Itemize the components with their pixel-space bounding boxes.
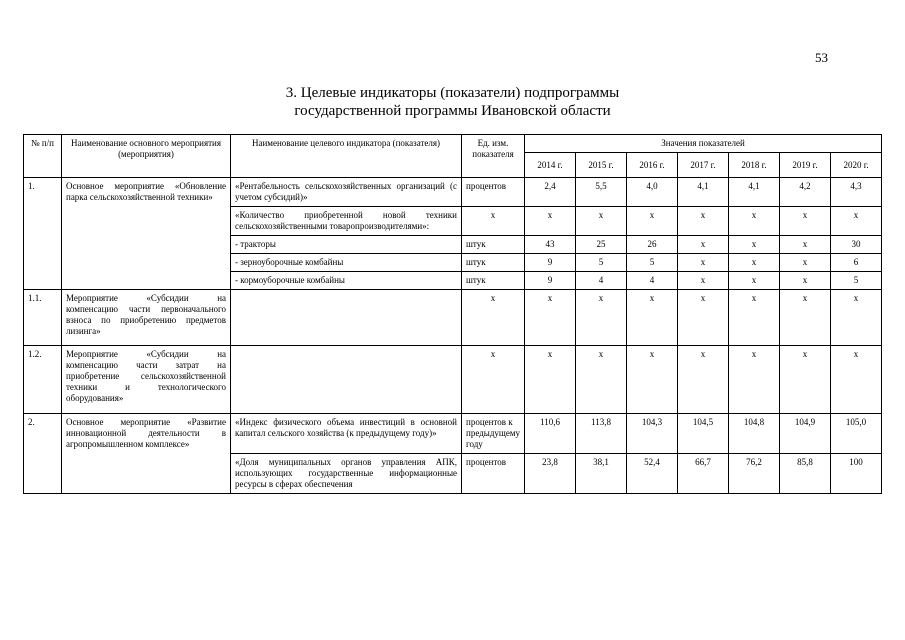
indicator-value: х	[780, 290, 831, 346]
indicator-value: х	[627, 346, 678, 414]
indicator-unit: штук	[462, 272, 525, 290]
indicator-value: х	[627, 207, 678, 236]
indicator-unit: процентов к предыдущему году	[462, 414, 525, 454]
header-year: 2020 г.	[831, 153, 882, 178]
indicator-value: 9	[525, 254, 576, 272]
indicator-value: 4,1	[678, 178, 729, 207]
header-num: № п/п	[24, 135, 62, 178]
header-unit: Ед. изм. показателя	[462, 135, 525, 178]
header-year: 2017 г.	[678, 153, 729, 178]
indicator-name	[231, 290, 462, 346]
event-name: Основное мероприятие «Развитие инновационной деятельности в агропромышленном комплексе»	[62, 414, 231, 494]
indicator-value: 104,8	[729, 414, 780, 454]
indicator-value: х	[831, 290, 882, 346]
indicator-value: 9	[525, 272, 576, 290]
indicators-table	[23, 134, 882, 494]
indicator-value: х	[729, 346, 780, 414]
row-number: 1.1.	[24, 290, 62, 346]
indicator-value: х	[780, 346, 831, 414]
indicator-value: х	[525, 207, 576, 236]
indicator-value: х	[525, 346, 576, 414]
title-line-1: 3. Целевые индикаторы (показатели) подпрограммы	[285, 85, 620, 101]
indicator-value: х	[576, 207, 627, 236]
indicator-name: - зерноуборочные комбайны	[231, 254, 462, 272]
table-row	[24, 290, 882, 346]
indicator-value: 4,1	[729, 178, 780, 207]
indicator-name: «Рентабельность сельскохозяйственных организаций (с учетом субсидий)»	[231, 178, 462, 207]
indicator-name: - тракторы	[231, 236, 462, 254]
table-row	[24, 346, 882, 414]
indicator-name	[231, 346, 462, 414]
indicator-value: х	[729, 207, 780, 236]
indicator-value: 38,1	[576, 454, 627, 494]
indicator-name: «Количество приобретенной новой техники сельскохозяйственными товаропроизводителями»:	[231, 207, 462, 236]
indicator-value: х	[576, 290, 627, 346]
indicator-value: 2,4	[525, 178, 576, 207]
indicator-value: х	[831, 346, 882, 414]
indicator-value: х	[678, 346, 729, 414]
indicator-value: х	[678, 236, 729, 254]
indicator-value: 110,6	[525, 414, 576, 454]
indicator-value: 66,7	[678, 454, 729, 494]
indicator-name: - кормоуборочные комбайны	[231, 272, 462, 290]
header-year: 2018 г.	[729, 153, 780, 178]
indicator-value: х	[678, 207, 729, 236]
indicator-value: х	[576, 346, 627, 414]
indicator-value: х	[729, 272, 780, 290]
indicator-unit: процентов	[462, 454, 525, 494]
indicator-value: х	[729, 254, 780, 272]
indicator-value: 30	[831, 236, 882, 254]
indicator-value: х	[678, 290, 729, 346]
indicator-value: 5	[576, 254, 627, 272]
indicator-value: х	[780, 207, 831, 236]
indicator-value: х	[525, 290, 576, 346]
indicator-value: 113,8	[576, 414, 627, 454]
indicator-value: 104,3	[627, 414, 678, 454]
header-row	[24, 135, 882, 153]
indicator-unit: процентов	[462, 178, 525, 207]
indicator-unit: х	[462, 290, 525, 346]
indicator-value: 43	[525, 236, 576, 254]
indicator-value: х	[729, 290, 780, 346]
indicator-value: 6	[831, 254, 882, 272]
header-year: 2014 г.	[525, 153, 576, 178]
event-name: Мероприятие «Субсидии на компенсацию части первоначального взноса по приобретению предметов лизинга»	[62, 290, 231, 346]
indicator-value: 5	[627, 254, 678, 272]
indicator-unit: х	[462, 207, 525, 236]
indicator-value: х	[729, 236, 780, 254]
header-year: 2016 г.	[627, 153, 678, 178]
indicator-value: 52,4	[627, 454, 678, 494]
header-event: Наименование основного мероприятия (мероприятия)	[62, 135, 231, 178]
indicator-value: х	[780, 236, 831, 254]
indicator-unit: штук	[462, 236, 525, 254]
indicator-value: 4,0	[627, 178, 678, 207]
event-name: Мероприятие «Субсидии на компенсацию части затрат на приобретение сельскохозяйственной техники и технологического оборудования»	[62, 346, 231, 414]
indicator-value: 25	[576, 236, 627, 254]
indicator-value: 5	[831, 272, 882, 290]
indicator-value: 100	[831, 454, 882, 494]
indicator-value: 4,3	[831, 178, 882, 207]
indicator-value: 85,8	[780, 454, 831, 494]
table-row	[24, 178, 882, 207]
indicator-value: 104,5	[678, 414, 729, 454]
indicator-value: 104,9	[780, 414, 831, 454]
header-values: Значения показателей	[525, 135, 882, 153]
document-title	[0, 84, 905, 120]
indicator-value: 4	[627, 272, 678, 290]
indicator-value: х	[780, 272, 831, 290]
indicator-value: х	[678, 272, 729, 290]
indicator-value: 76,2	[729, 454, 780, 494]
indicator-name: «Доля муниципальных органов управления АПК, использующих государственные информационные ресурсы в сферах обеспечения	[231, 454, 462, 494]
header-indicator: Наименование целевого индикатора (показателя)	[231, 135, 462, 178]
row-number: 1.2.	[24, 346, 62, 414]
title-line-2: государственной программы Ивановской области	[294, 103, 611, 119]
event-name: Основное мероприятие «Обновление парка сельскохозяйственной техники»	[62, 178, 231, 290]
row-number: 2.	[24, 414, 62, 494]
indicator-value: 4	[576, 272, 627, 290]
indicator-value: 23,8	[525, 454, 576, 494]
header-year: 2019 г.	[780, 153, 831, 178]
table-row	[24, 414, 882, 454]
indicator-value: х	[831, 207, 882, 236]
indicator-unit: штук	[462, 254, 525, 272]
indicator-value: 26	[627, 236, 678, 254]
indicator-value: 105,0	[831, 414, 882, 454]
indicator-value: х	[627, 290, 678, 346]
indicator-value: 4,2	[780, 178, 831, 207]
indicator-value: х	[780, 254, 831, 272]
row-number: 1.	[24, 178, 62, 290]
indicator-value: х	[678, 254, 729, 272]
page-number: 53	[815, 50, 828, 65]
indicator-name: «Индекс физического объема инвестиций в основной капитал сельского хозяйства (к предыдущему году)»	[231, 414, 462, 454]
indicator-unit: х	[462, 346, 525, 414]
header-year: 2015 г.	[576, 153, 627, 178]
indicator-value: 5,5	[576, 178, 627, 207]
